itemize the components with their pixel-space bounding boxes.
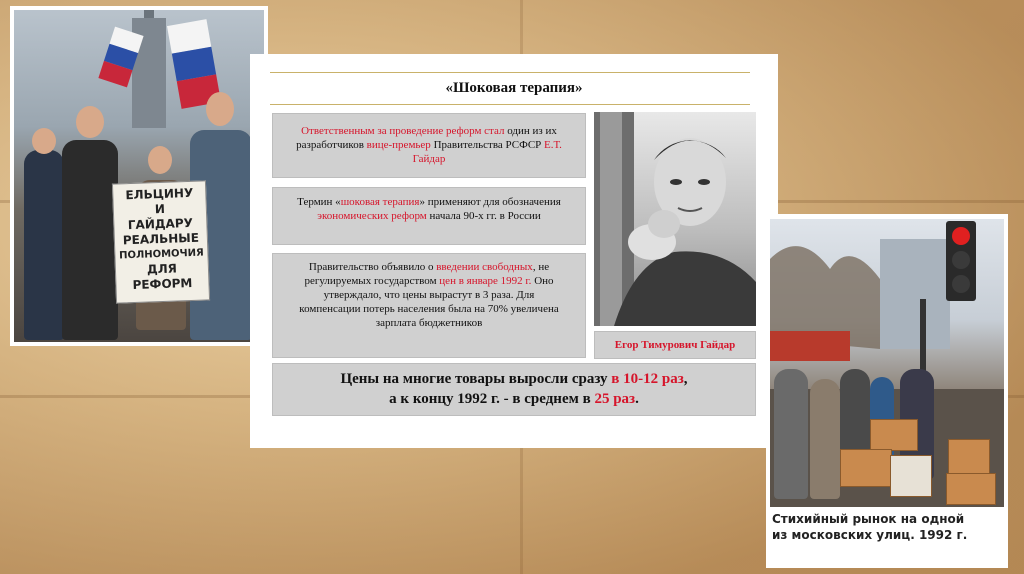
highlight-text: Ответственным за проведение реформ стал bbox=[301, 125, 505, 137]
protester-head bbox=[148, 146, 172, 174]
body-text: Термин « bbox=[297, 196, 341, 208]
body-text: один из их разработчиков bbox=[296, 125, 557, 151]
caption-line: Стихийный рынок на одной bbox=[772, 512, 965, 526]
info-box-term bbox=[272, 187, 586, 245]
poster-line: ДЛЯ bbox=[146, 261, 178, 277]
green-lamp bbox=[952, 275, 970, 293]
highlight-text: в 10-12 раз bbox=[611, 371, 684, 387]
body-text: начала 90-х гг. в России bbox=[426, 210, 541, 222]
body-text: . bbox=[635, 391, 639, 407]
crate bbox=[948, 439, 990, 475]
body-text: » применяют для обозначения bbox=[419, 196, 561, 208]
traffic-light bbox=[946, 221, 976, 301]
body-text: Оно утверждало, что цены вырастут в 3 раза. Для компенсации потерь населения была на 70% увеличена зарплата бюджетников bbox=[299, 275, 559, 329]
crate bbox=[870, 419, 918, 451]
protester bbox=[24, 150, 64, 340]
price-growth-box bbox=[272, 363, 756, 416]
red-lamp bbox=[952, 227, 970, 245]
protest-poster bbox=[112, 180, 210, 303]
body-text: Правительство объявило о bbox=[308, 261, 437, 273]
highlight-text: экономических реформ bbox=[317, 210, 427, 222]
poster-line: ПОЛНОМОЧИЯ bbox=[118, 247, 204, 262]
vendor bbox=[774, 369, 808, 499]
highlight-text: Е.Т. Гайдар bbox=[412, 139, 562, 165]
highlight-text: цен в январе 1992 г. bbox=[439, 275, 532, 287]
highlight-text: введении свободных bbox=[436, 261, 533, 273]
crate bbox=[890, 455, 932, 497]
title-rule-bottom bbox=[270, 104, 750, 105]
protester bbox=[62, 140, 118, 340]
protest-photo bbox=[10, 6, 268, 346]
highlight-text: 25 раз bbox=[594, 391, 636, 407]
crate bbox=[840, 449, 892, 487]
portrait-drawing bbox=[594, 112, 756, 326]
protester-head bbox=[76, 106, 104, 138]
market-caption bbox=[770, 507, 1004, 543]
body-text: Правительства РСФСР bbox=[430, 139, 545, 151]
portrait-caption: Егор Тимурович Гайдар bbox=[594, 331, 756, 359]
slide-title: «Шоковая терапия» bbox=[445, 80, 583, 96]
caption-line: из московских улиц. 1992 г. bbox=[772, 528, 968, 542]
poster-line: РЕФОРМ bbox=[132, 275, 193, 293]
poster-line: ЕЛЬЦИНУ bbox=[125, 185, 194, 203]
protester-head bbox=[206, 92, 234, 126]
price-growth-line-2 bbox=[277, 389, 751, 409]
gaidar-portrait bbox=[594, 112, 756, 326]
vendor bbox=[810, 379, 840, 499]
poster-line: ГАЙДАРУ bbox=[127, 215, 194, 233]
crate bbox=[946, 473, 996, 505]
body-text: , не регулируемых государством bbox=[304, 261, 550, 287]
body-text: а к концу 1992 г. - в среднем в bbox=[389, 391, 595, 407]
poster-line: И bbox=[154, 201, 166, 217]
price-growth-line-1 bbox=[277, 369, 751, 389]
info-box-gaidar bbox=[272, 113, 586, 178]
protester-head bbox=[32, 128, 56, 154]
highlight-text: шоковая терапия bbox=[340, 196, 420, 208]
body-text: , bbox=[683, 371, 688, 387]
info-box-prices bbox=[272, 253, 586, 358]
body-text: Цены на многие товары выросли сразу bbox=[340, 371, 612, 387]
market-photo bbox=[766, 214, 1008, 568]
highlight-text: вице-премьер bbox=[366, 139, 431, 151]
title-rule-top bbox=[270, 72, 750, 73]
amber-lamp bbox=[952, 251, 970, 269]
poster-line: РЕАЛЬНЫЕ bbox=[122, 230, 200, 248]
